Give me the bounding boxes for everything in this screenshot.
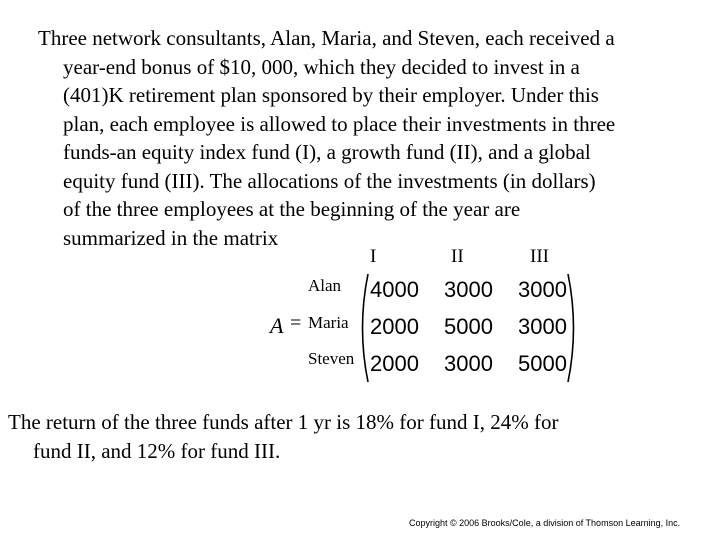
problem-line: Three network consultants, Alan, Maria, and Steven, each received a (38, 26, 615, 50)
returns-statement (8, 408, 558, 465)
column-header-fund-i: I (370, 246, 377, 267)
returns-line: The return of the three funds after 1 yr is 18% for fund I, 24% for (8, 410, 559, 434)
matrix-symbol: A (270, 313, 284, 338)
problem-line: funds-an equity index fund (I), a growth fund (II), and a global (63, 140, 591, 164)
row-label-alan: Alan (308, 276, 342, 295)
row-label-maria: Maria (308, 313, 349, 332)
problem-line: plan, each employee is allowed to place their investments in three (63, 111, 616, 136)
matrix-right-bracket (566, 272, 580, 384)
returns-line: fund II, and 12% for fund III. (33, 438, 281, 463)
problem-line: summarized in the matrix (63, 225, 279, 250)
column-header-fund-iii: III (530, 246, 549, 267)
problem-statement (38, 24, 615, 252)
problem-line: of the three employees at the beginning of the year are (63, 197, 521, 221)
copyright-notice: Copyright © 2006 Brooks/Cole, a division of Thomson Learning, Inc. (409, 518, 681, 528)
matrix-cell: 3000 (518, 277, 567, 302)
matrix-cell: 3000 (444, 351, 493, 376)
matrix-cell: 5000 (518, 351, 567, 376)
column-header-fund-ii: II (451, 246, 464, 267)
row-label-steven: Steven (308, 349, 355, 368)
matrix-cell: 5000 (444, 314, 493, 339)
matrix-left-bracket (356, 272, 370, 384)
matrix-cell: 3000 (518, 314, 567, 339)
equals-sign: = (290, 312, 302, 334)
matrix-cell: 2000 (370, 351, 419, 376)
matrix-cell: 3000 (444, 277, 493, 302)
matrix-cell: 2000 (370, 314, 419, 339)
problem-line: (401)K retirement plan sponsored by their employer. Under this (63, 83, 599, 107)
matrix-cell: 4000 (370, 277, 419, 302)
problem-line: equity fund (III). The allocations of the investments (in dollars) (63, 168, 596, 193)
problem-line: year-end bonus of $10, 000, which they decided to invest in a (63, 54, 580, 79)
